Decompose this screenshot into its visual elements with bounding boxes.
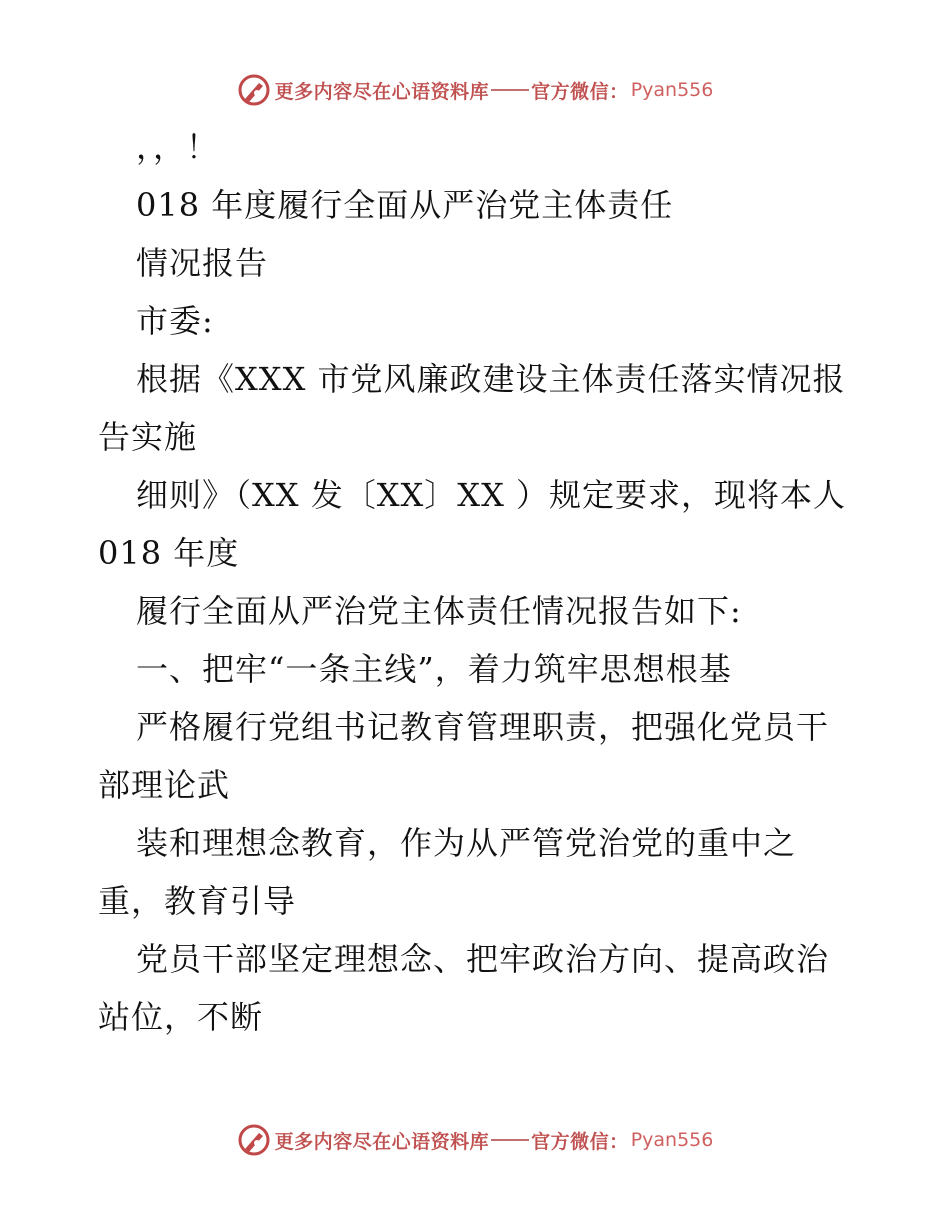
text-line: 重，教育引导	[98, 882, 297, 920]
text-line: 一、把牢“一条主线”，着力筑牢思想根基	[136, 650, 732, 688]
banner-separator	[491, 89, 529, 91]
text-line: 严格履行党组书记教育管理职责，把强化党员干	[136, 708, 830, 746]
text-line: 告实施	[98, 418, 198, 456]
text-line: 部理论武	[98, 766, 231, 804]
text-line: 细则》（XX 发〔XX〕XX ）规定要求，现将本人	[136, 476, 847, 514]
pen-circle-logo-icon	[237, 73, 271, 107]
banner-wechat-label: 官方微信：	[531, 1130, 629, 1153]
text-line: ，，！	[136, 128, 220, 166]
banner-title: 更多内容尽在心语资料库	[274, 80, 490, 103]
text-line: 装和理想念教育，作为从严管党治党的重中之	[136, 824, 797, 862]
header-banner	[0, 70, 950, 110]
banner-wechat-id: Pyan556	[630, 1129, 714, 1151]
text-line: 根据《XXX 市党风廉政建设主体责任落实情况报	[136, 360, 846, 398]
banner-wechat-label: 官方微信：	[531, 80, 629, 103]
banner-separator	[491, 1139, 529, 1141]
document-body	[98, 118, 858, 1046]
text-line: 站位，不断	[98, 998, 264, 1036]
text-line: 党员干部坚定理想念、把牢政治方向、提高政治	[136, 940, 830, 978]
text-line: 履行全面从严治党主体责任情况报告如下:	[136, 592, 742, 630]
text-line: 018 年度	[98, 534, 240, 572]
text-line: 市委:	[136, 302, 214, 340]
banner-title: 更多内容尽在心语资料库	[274, 1130, 490, 1153]
banner-wechat-id: Pyan556	[630, 79, 714, 101]
footer-banner	[0, 1120, 950, 1160]
text-line: 情况报告	[136, 244, 269, 282]
pen-circle-logo-icon	[237, 1123, 271, 1157]
text-line: 018 年度履行全面从严治党主体责任	[136, 186, 674, 224]
